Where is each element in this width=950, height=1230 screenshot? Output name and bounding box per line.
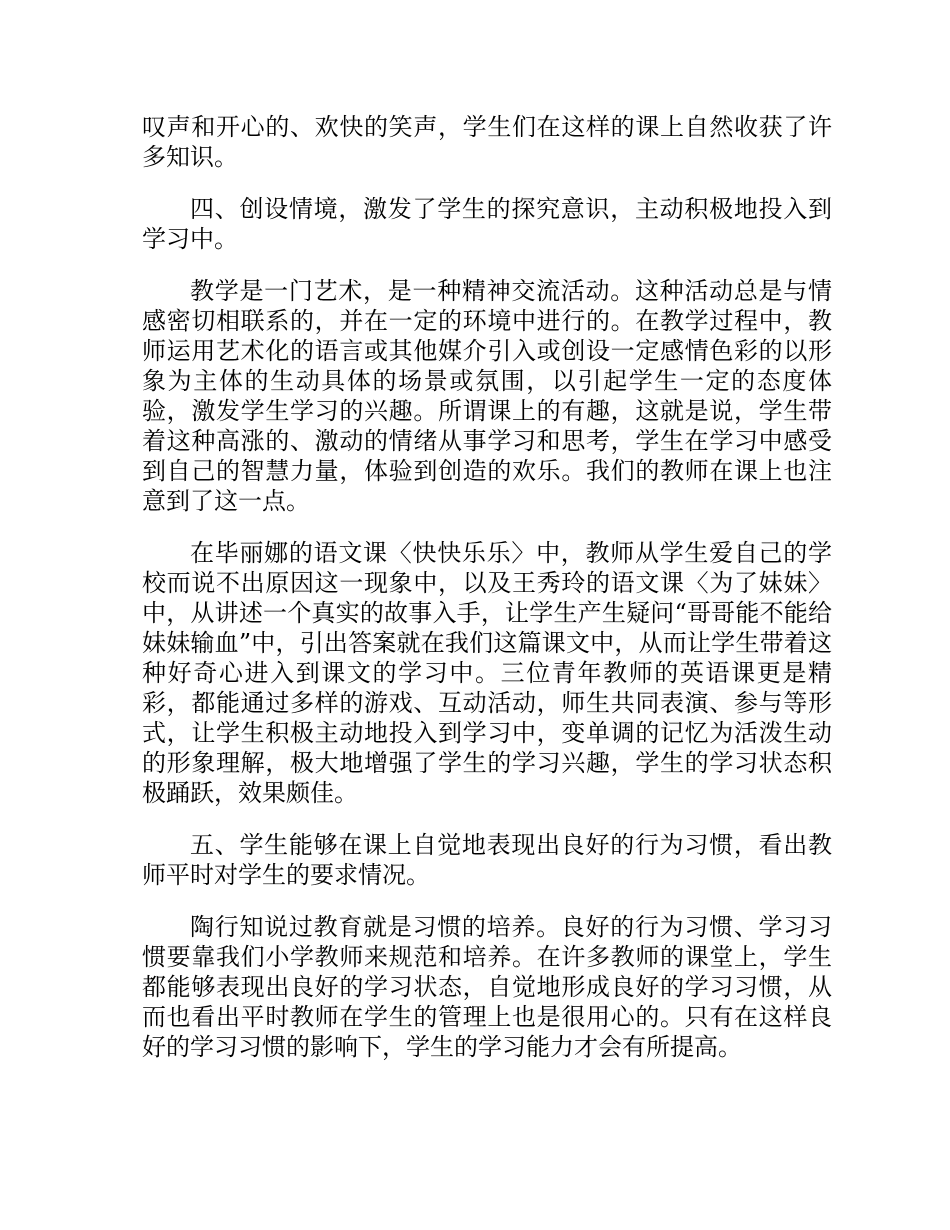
paragraph-habits: 陶行知说过教育就是习惯的培养。良好的行为习惯、学习习惯要靠我们小学教师来规范和培养。在许多教师的课堂上，学生都能够表现出良好的学习状态，自觉地形成良好的学习习惯，从而也看出平时教师在学生的管理上也是很用心的。只有在这样良好的学习习惯的影响下，学生的学习能力才会有所提高。 xyxy=(142,913,832,1061)
paragraph-continuation: 叹声和开心的、欢快的笑声，学生们在这样的课上自然收获了许多知识。 xyxy=(142,113,832,171)
document-body xyxy=(142,112,832,1084)
paragraph-class-examples: 在毕丽娜的语文课〈快快乐乐〉中，教师从学生爱自己的学校而说不出原因这一现象中，以及王秀玲的语文课〈为了妹妹〉中，从讲述一个真实的故事入手，让学生产生疑问“哥哥能不能给妹妹输血”中，引出答案就在我们这篇课文中，从而让学生带着这种好奇心进入到课文的学习中。三位青年教师的英语课更是精彩，都能通过多样的游戏、互动活动，师生共同表演、参与等形式，让学生积极主动地投入到学习中，变单调的记忆为活泼生动的形象理解，极大地增强了学生的学习兴趣，学生的学习状态积极踊跃，效果颇佳。 xyxy=(142,539,832,807)
section-heading-five: 五、学生能够在课上自觉地表现出良好的行为习惯，看出教师平时对学生的要求情况。 xyxy=(142,831,832,889)
paragraph-teaching-art: 教学是一门艺术，是一种精神交流活动。这种活动总是与情感密切相联系的，并在一定的环境中进行的。在教学过程中，教师运用艺术化的语言或其他媒介引入或创设一定感情色彩的以形象为主体的生动具体的场景或氛围，以引起学生一定的态度体验，激发学生学习的兴趣。所谓课上的有趣，这就是说，学生带着这种高涨的、激动的情绪从事学习和思考，学生在学习中感受到自己的智慧力量，体验到创造的欢乐。我们的教师在课上也注意到了这一点。 xyxy=(142,277,832,515)
section-heading-four: 四、创设情境，激发了学生的探究意识，主动积极地投入到学习中。 xyxy=(142,195,832,253)
